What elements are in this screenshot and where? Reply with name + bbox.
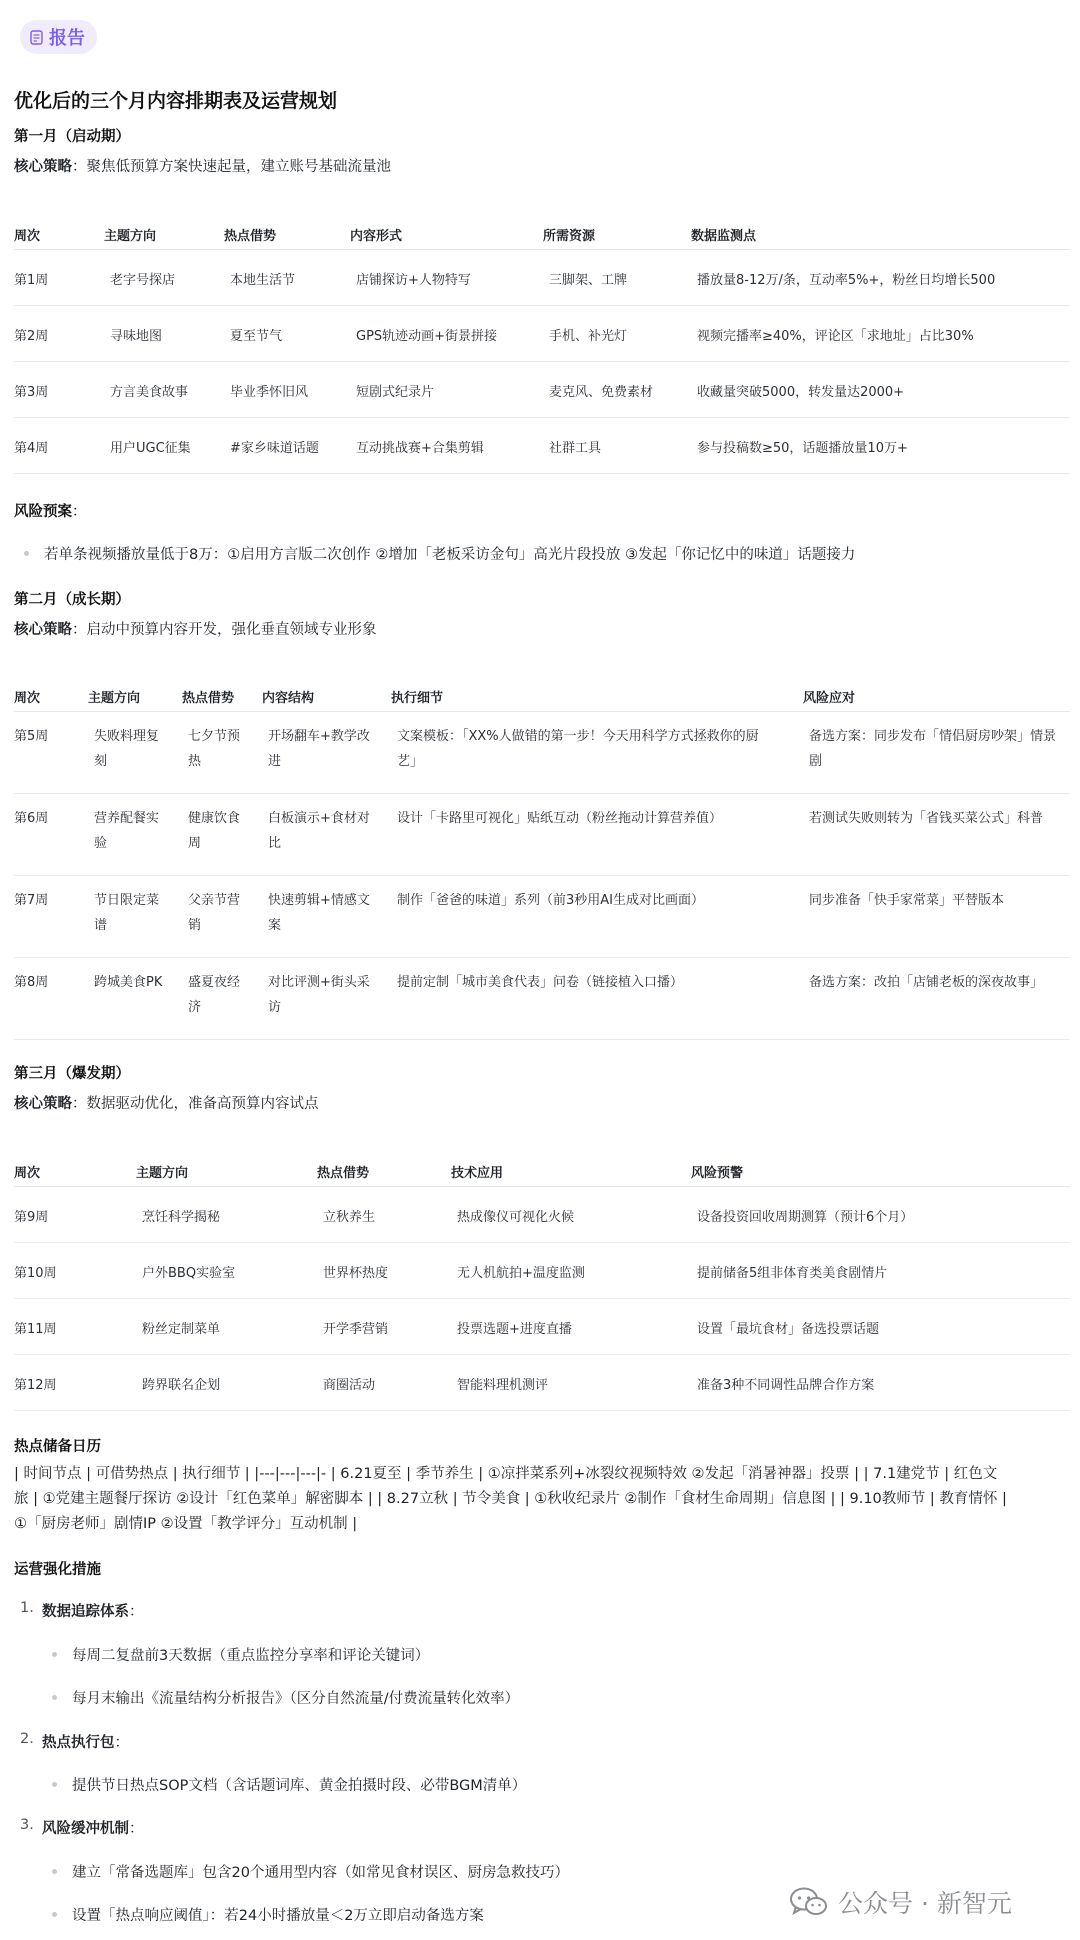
ops-item-1	[20, 1600, 144, 1621]
table-header	[14, 1157, 1070, 1187]
risk-plan	[14, 500, 87, 521]
list-item	[72, 1687, 519, 1708]
cell-line: 比	[268, 836, 282, 851]
list-item-text: 提供节日热点SOP文档（含话题词库、黄金拍摄时段、必带BGM清单）	[72, 1778, 527, 1794]
table-cell: 第3周	[14, 385, 49, 400]
cell-line: 谱	[94, 918, 108, 933]
cell-line: 进	[268, 754, 282, 769]
strategy-label: 核心策略	[14, 1096, 72, 1112]
cell-line: 提前定制「城市美食代表」问卷（链接植入口播）	[397, 975, 684, 990]
list-item	[72, 1861, 569, 1882]
column-header: 内容形式	[350, 229, 403, 244]
table-cell	[14, 806, 48, 831]
table-cell: 播放量8-12万/条，互动率5%+，粉丝日均增长500	[697, 273, 996, 288]
badge-label: 报告	[49, 28, 85, 49]
table-cell: 第11周	[14, 1322, 57, 1337]
table-cell: 毕业季怀旧风	[230, 385, 309, 400]
cell-line: 节日限定菜	[94, 893, 160, 908]
month3-heading: 第三月（爆发期）	[14, 1066, 130, 1082]
table-cell: 收藏量突破5000，转发量达2000+	[697, 385, 905, 400]
table-cell: 寻味地图	[110, 329, 163, 344]
bullet-dot	[52, 1695, 57, 1700]
ops-item-title: 数据追踪体系	[42, 1604, 129, 1620]
table-cell	[94, 806, 159, 856]
column-header: 周次	[14, 229, 41, 244]
table-row	[14, 712, 1070, 794]
table-cell	[94, 970, 162, 995]
calendar-line: 旅 | ①党建主题餐厅探访 ②设计「红色菜单」解密脚本 | | 8.27立秋 | 节令美食 | ①秋收纪录片 ②制作「食材生命周期」信息图 | | 9.10教师节 | 教育情怀 |	[14, 1491, 1007, 1507]
cell-line: 热	[188, 754, 202, 769]
table-cell	[809, 724, 1056, 774]
month3-strategy	[14, 1092, 319, 1113]
table-row	[14, 794, 1070, 876]
cell-line: 刻	[94, 754, 108, 769]
table-row	[14, 1299, 1070, 1355]
cell-line: 第7周	[14, 893, 49, 908]
table-cell: 投票选题+进度直播	[457, 1322, 572, 1337]
table-cell	[268, 724, 370, 774]
cell-line: 第6周	[14, 811, 49, 826]
table-cell: 视频完播率≥40%，评论区「求地址」占比30%	[697, 329, 974, 344]
bullet-dot	[52, 1912, 57, 1917]
table-row	[14, 876, 1070, 958]
table-cell	[94, 724, 159, 774]
cell-line: 备选方案：同步发布「情侣厨房吵架」情景	[809, 729, 1057, 744]
item-number: 3.	[20, 1817, 34, 1833]
table-cell: 户外BBQ实验室	[142, 1266, 236, 1281]
calendar-heading: 热点储备日历	[14, 1439, 101, 1455]
page-title: 优化后的三个月内容排期表及运营规划	[14, 90, 338, 112]
table-row	[14, 1187, 1070, 1243]
table-cell: 第4周	[14, 441, 49, 456]
column-header: 风险应对	[803, 691, 856, 706]
table-cell: 社群工具	[549, 441, 602, 456]
table-cell: 设置「最坑食材」备选投票话题	[697, 1322, 880, 1337]
cell-line: 七夕节预	[188, 729, 241, 744]
cell-line: 济	[188, 1000, 202, 1015]
cell-line: 开场翻车+教学改	[268, 729, 370, 744]
table-cell	[809, 970, 1043, 995]
cell-line: 第5周	[14, 729, 49, 744]
table-cell: 参与投稿数≥50，话题播放量10万+	[697, 441, 908, 456]
month1-strategy	[14, 155, 391, 176]
table-cell: 短剧式纪录片	[356, 385, 435, 400]
cell-line: 同步准备「快手家常菜」平替版本	[809, 893, 1005, 908]
column-header: 周次	[14, 691, 41, 706]
cell-line: 制作「爸爸的味道」系列（前3秒用AI生成对比画面）	[397, 893, 704, 908]
list-item-text: 每周二复盘前3天数据（重点监控分享率和评论关键词）	[72, 1648, 430, 1664]
list-item	[72, 1774, 526, 1795]
table-cell: 互动挑战赛+合集剪辑	[356, 441, 484, 456]
risk-label: 风险预案	[14, 504, 72, 520]
table-row	[14, 958, 1070, 1040]
bullet-dot	[24, 551, 29, 556]
ops-item-title: 热点执行包	[42, 1735, 115, 1751]
month2-table	[14, 682, 1070, 1040]
cell-line: 健康饮食	[188, 811, 241, 826]
table-cell: 第9周	[14, 1210, 49, 1225]
table-cell: 店铺探访+人物特写	[356, 273, 471, 288]
wechat-icon	[790, 1887, 828, 1917]
table-cell: 粉丝定制菜单	[142, 1322, 221, 1337]
ops-heading: 运营强化措施	[14, 1562, 101, 1578]
table-cell	[809, 806, 1043, 831]
table-cell: 麦克风、免费素材	[549, 385, 654, 400]
cell-line: 父亲节营	[188, 893, 241, 908]
strategy-label: 核心策略	[14, 159, 72, 175]
ops-item-title: 风险缓冲机制	[42, 1821, 129, 1837]
strategy-text: ：数据驱动优化，准备高预算内容试点	[72, 1096, 319, 1112]
table-cell	[397, 806, 722, 831]
table-cell	[14, 888, 48, 913]
table-cell: 烹饪科学揭秘	[142, 1210, 221, 1225]
table-cell	[397, 888, 704, 913]
column-header: 热点借势	[224, 229, 277, 244]
table-cell	[268, 888, 370, 938]
watermark	[790, 1884, 1012, 1920]
list-item-text: 每月末输出《流量结构分析报告》（区分自然流量/付费流量转化效率）	[72, 1691, 520, 1707]
table-cell: 开学季营销	[323, 1322, 389, 1337]
cell-line: 若测试失败则转为「省钱买菜公式」科普	[809, 811, 1044, 826]
table-cell: GPS轨迹动画+街景拼接	[356, 329, 498, 344]
table-header	[14, 682, 1070, 712]
table-row	[14, 1355, 1070, 1411]
table-row	[14, 250, 1070, 306]
table-cell: 世界杯热度	[323, 1266, 389, 1281]
bullet-dot	[52, 1782, 57, 1787]
table-cell	[397, 724, 759, 774]
table-cell	[809, 888, 1004, 913]
table-cell	[268, 806, 370, 856]
cell-line: 营养配餐实	[94, 811, 160, 826]
bullet-dot	[52, 1869, 57, 1874]
cell-line: 白板演示+食材对	[268, 811, 370, 826]
strategy-text: ：聚焦低预算方案快速起量，建立账号基础流量池	[72, 159, 391, 175]
table-cell: 设备投资回收周期测算（预计6个月）	[697, 1210, 914, 1225]
cell-line: 第8周	[14, 975, 49, 990]
watermark-text: 公众号 · 新智元	[838, 1889, 1012, 1918]
strategy-text: ：启动中预算内容开发，强化垂直领域专业形象	[72, 622, 377, 638]
cell-line: 设计「卡路里可视化」贴纸互动（粉丝拖动计算营养值）	[397, 811, 723, 826]
column-header: 执行细节	[391, 691, 444, 706]
table-cell	[188, 806, 240, 856]
cell-line: 访	[268, 1000, 282, 1015]
cell-line: 快速剪辑+情感文	[268, 893, 370, 908]
list-item	[72, 1904, 484, 1925]
table-cell	[14, 724, 48, 749]
month2-strategy	[14, 618, 377, 639]
column-header: 技术应用	[451, 1166, 504, 1181]
table-cell: 第10周	[14, 1266, 57, 1281]
table-row	[14, 362, 1070, 418]
risk-item	[44, 543, 855, 564]
column-header: 热点借势	[317, 1166, 370, 1181]
month3-table	[14, 1157, 1070, 1411]
strategy-label: 核心策略	[14, 622, 72, 638]
table-cell	[188, 724, 240, 774]
table-cell: 跨界联名企划	[142, 1378, 221, 1393]
table-cell	[188, 970, 240, 1020]
report-badge[interactable]	[20, 20, 97, 54]
calendar-line: | 时间节点 | 可借势热点 | 执行细节 | |---|---|---|- | 6.21夏至 | 季节养生 | ①凉拌菜系列+冰裂纹视频特效 ②发起「消暑神器」投票 | | 7.1建党节 | 红色文	[14, 1466, 998, 1482]
bullet-dot	[52, 1652, 57, 1657]
cell-line: 艺」	[397, 754, 424, 769]
month1-table	[14, 220, 1070, 474]
table-cell: 第2周	[14, 329, 49, 344]
ops-item-colon: ：	[129, 1604, 144, 1620]
cell-line: 销	[188, 918, 202, 933]
cell-line: 剧	[809, 754, 823, 769]
table-cell: 智能料理机测评	[457, 1378, 549, 1393]
cell-line: 对比评测+街头采	[268, 975, 370, 990]
table-header	[14, 220, 1070, 250]
cell-line: 失败料理复	[94, 729, 160, 744]
ops-item-3	[20, 1817, 144, 1838]
cell-line: 备选方案：改拍「店铺老板的深夜故事」	[809, 975, 1044, 990]
calendar-line: ①「厨房老师」剧情IP ②设置「教学评分」互动机制 |	[14, 1516, 358, 1532]
table-cell	[188, 888, 240, 938]
item-number: 2.	[20, 1731, 34, 1747]
table-cell	[14, 970, 48, 995]
risk-colon: ：	[72, 504, 87, 520]
risk-item-text: 若单条视频播放量低于8万：①启用方言版二次创作 ②增加「老板采访金句」高光片段投放 ③发起「你记忆中的味道」话题接力	[44, 547, 856, 563]
table-cell: 第12周	[14, 1378, 57, 1393]
table-cell: 本地生活节	[230, 273, 296, 288]
table-cell: 热成像仪可视化火候	[457, 1210, 575, 1225]
cell-line: 周	[188, 836, 202, 851]
table-cell: 商圈活动	[323, 1378, 376, 1393]
table-cell: 无人机航拍+温度监测	[457, 1266, 585, 1281]
table-cell: 手机、补光灯	[549, 329, 628, 344]
ops-item-colon: ：	[129, 1821, 144, 1837]
item-number: 1.	[20, 1600, 34, 1616]
ops-item-colon: ：	[114, 1735, 129, 1751]
cell-line: 盛夏夜经	[188, 975, 241, 990]
column-header: 数据监测点	[691, 229, 757, 244]
cell-line: 跨城美食PK	[94, 975, 163, 990]
column-header: 主题方向	[104, 229, 157, 244]
table-cell: 三脚架、工牌	[549, 273, 628, 288]
column-header: 内容结构	[262, 691, 315, 706]
list-item-text: 建立「常备选题库」包含20个通用型内容（如常见食材误区、厨房急救技巧）	[72, 1865, 569, 1881]
table-cell: 第1周	[14, 273, 49, 288]
column-header: 风险预警	[691, 1166, 744, 1181]
cell-line: 验	[94, 836, 108, 851]
month2-heading: 第二月（成长期）	[14, 592, 130, 608]
cell-line: 文案模板：「XX%人做错的第一步！今天用科学方式拯救你的厨	[397, 729, 759, 744]
document-icon	[30, 30, 43, 45]
table-cell: 立秋养生	[323, 1210, 376, 1225]
column-header: 主题方向	[136, 1166, 189, 1181]
list-item-text: 设置「热点响应阈值」：若24小时播放量＜2万立即启动备选方案	[72, 1908, 484, 1924]
table-cell: 方言美食故事	[110, 385, 189, 400]
table-cell: 准备3种不同调性品牌合作方案	[697, 1378, 875, 1393]
table-cell: 用户UGC征集	[110, 441, 191, 456]
table-cell: 提前储备5组非体育类美食剧情片	[697, 1266, 888, 1281]
table-cell: 老字号探店	[110, 273, 176, 288]
table-cell	[397, 970, 683, 995]
table-cell	[268, 970, 370, 1020]
column-header: 热点借势	[182, 691, 235, 706]
column-header: 周次	[14, 1166, 41, 1181]
table-cell: #家乡味道话题	[230, 441, 319, 456]
table-cell: 夏至节气	[230, 329, 283, 344]
table-row	[14, 418, 1070, 474]
column-header: 主题方向	[88, 691, 141, 706]
table-cell	[94, 888, 159, 938]
cell-line: 案	[268, 918, 282, 933]
ops-item-2	[20, 1731, 129, 1752]
table-row	[14, 1243, 1070, 1299]
column-header: 所需资源	[543, 229, 596, 244]
table-row	[14, 306, 1070, 362]
calendar-body	[14, 1462, 1070, 1537]
month1-heading: 第一月（启动期）	[14, 129, 130, 145]
list-item	[72, 1644, 429, 1665]
